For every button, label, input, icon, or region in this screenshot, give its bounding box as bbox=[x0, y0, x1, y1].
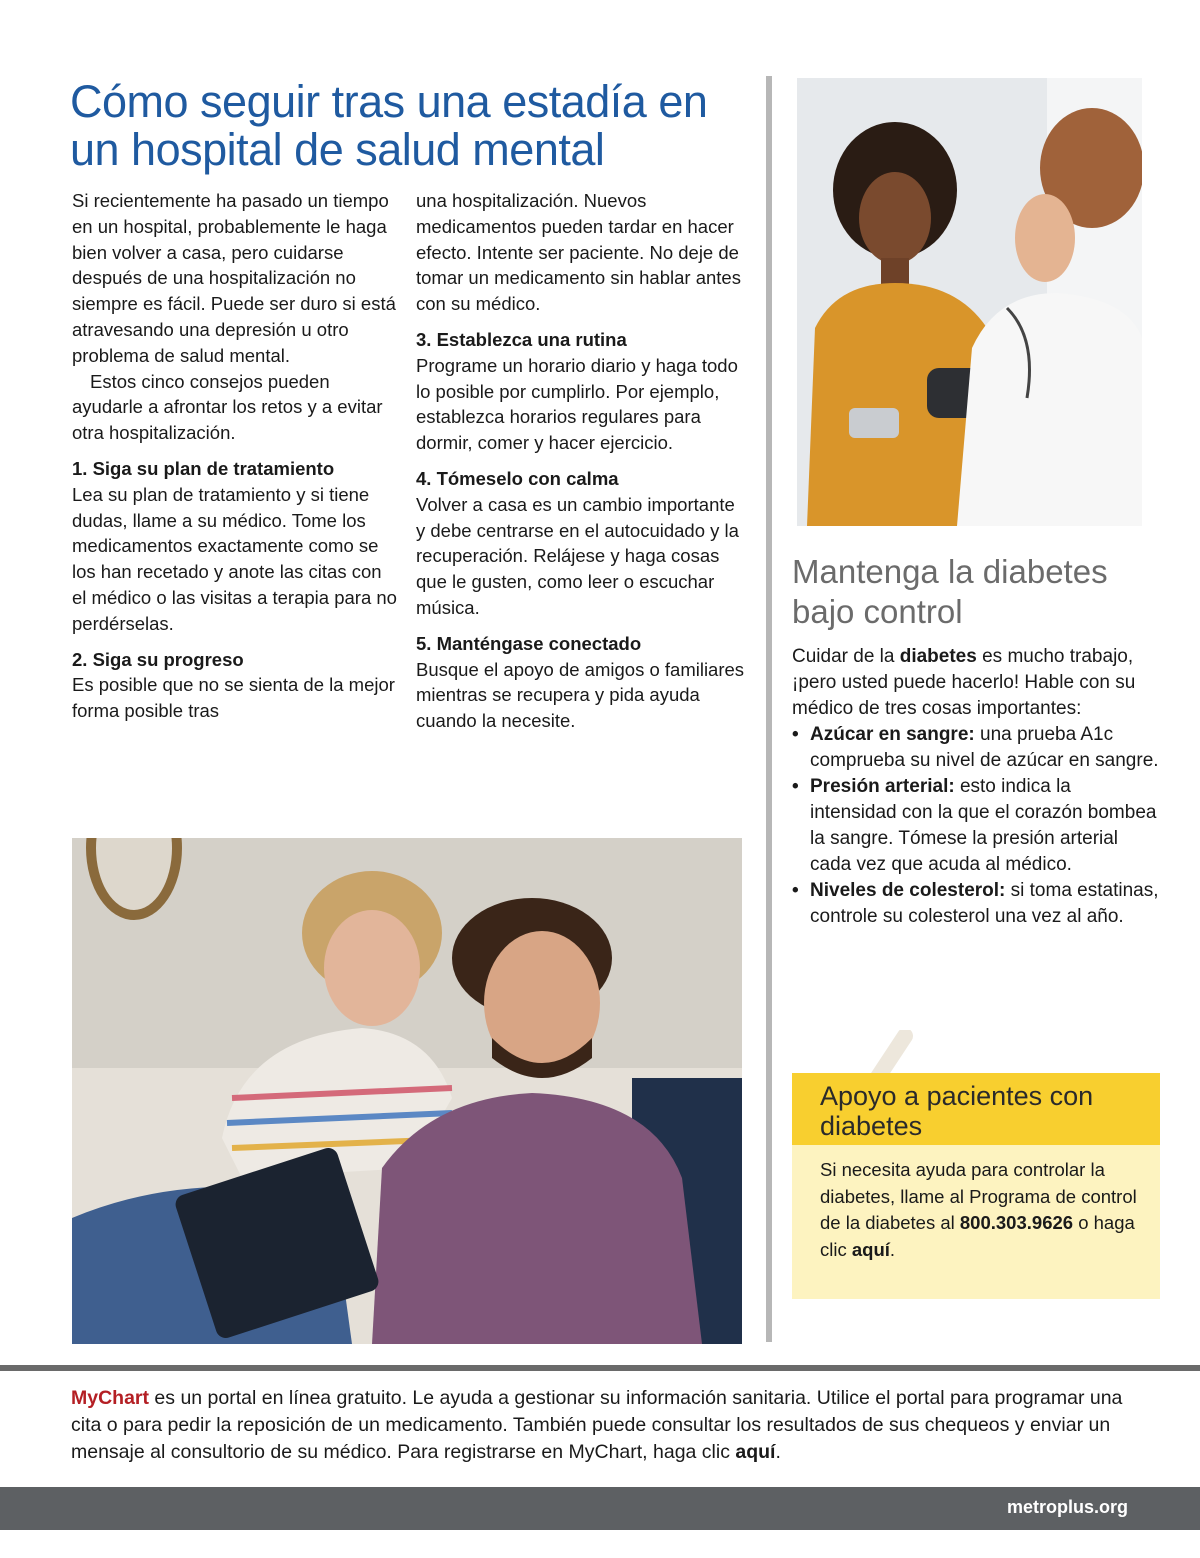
tip-body-2-cont: una hospitalización. Nuevos medicamentos pueden tardar en hacer efecto. Intente ser paciente. No deje de tomar un medicamento sin hablar antes con su médico. bbox=[416, 190, 741, 315]
footer-url-link[interactable]: metroplus.org bbox=[1006, 1497, 1128, 1517]
bullet-text: esto indica la intensidad con la que el corazón bombea la sangre. Tómese la presión arterial cada vez que acuda al médico. bbox=[810, 776, 1157, 875]
mychart-text-end: . bbox=[775, 1441, 781, 1463]
bullet-text: una prueba A1c comprueba su nivel de azúcar en sangre. bbox=[810, 724, 1159, 771]
mychart-here-link[interactable]: aquí bbox=[735, 1441, 776, 1463]
tip-heading-5: 5. Manténgase conectado bbox=[416, 632, 642, 654]
callout-title: Apoyo a pacientes con diabetes bbox=[792, 1073, 1160, 1145]
footer-bar bbox=[0, 1487, 1200, 1530]
doctor-patient-photo bbox=[797, 78, 1142, 526]
bullet-label: Niveles de colesterol: bbox=[810, 880, 1006, 901]
mychart-paragraph bbox=[71, 1385, 1141, 1466]
section-rule bbox=[0, 1365, 1200, 1371]
tip-body-3: Programe un horario diario y haga todo lo posible por cumplirlo. Por ejemplo, establezca horarios regulares para dormir, comer y hacer ejercicio. bbox=[416, 354, 738, 454]
diabetes-title: Mantenga la diabetes bajo control bbox=[792, 553, 1108, 630]
tip-heading-3: 3. Establezca una rutina bbox=[416, 328, 627, 350]
couple-tablet-photo bbox=[72, 838, 742, 1344]
diabetes-intro-post: es mucho trabajo, ¡pero usted puede hacerlo! Hable con su médico de tres cosas importantes: bbox=[792, 646, 1136, 719]
article-title: Cómo seguir tras una estadía en un hospital de salud mental bbox=[70, 76, 708, 175]
callout-text-end: . bbox=[889, 1238, 896, 1260]
callout-text: Si necesita ayuda para controlar la diabetes, llame al Programa de control de la diabetes al bbox=[820, 1159, 1137, 1233]
mychart-text: es un portal en línea gratuito. Le ayuda a gestionar su información sanitaria. Utilice el portal para programar una cita o para pedir la reposición de un medicamento. También puede consultar los resultados de sus chequeos y enviar un mensaje al consultorio de su médico. Para registrarse en MyChart, haga clic bbox=[71, 1387, 1123, 1463]
tip-heading-1: 1. Siga su plan de tratamiento bbox=[72, 457, 335, 479]
callout-here-link[interactable]: aquí bbox=[851, 1238, 890, 1260]
callout-body bbox=[792, 1145, 1160, 1263]
mychart-brand: MyChart bbox=[71, 1387, 150, 1409]
diabetes-support-callout bbox=[792, 1073, 1160, 1299]
article-intro-2: Estos cinco consejos pueden ayudarle a afrontar los retos y a evitar otra hospitalización. bbox=[72, 370, 383, 444]
tip-heading-4: 4. Tómeselo con calma bbox=[416, 467, 619, 489]
list-item bbox=[792, 722, 1162, 774]
tip-body-1: Lea su plan de tratamiento y si tiene dudas, llame a su médico. Tome los medicamentos exactamente como se los han recetado y anote las citas con el médico o las visitas a terapia para no perdérselas. bbox=[72, 483, 397, 634]
article-column-middle bbox=[416, 188, 746, 734]
list-item bbox=[792, 878, 1162, 930]
tip-heading-2: 2. Siga su progreso bbox=[72, 648, 244, 670]
bullet-label: Azúcar en sangre: bbox=[810, 724, 975, 745]
bullet-text: si toma estatinas, controle su colesterol una vez al año. bbox=[810, 880, 1159, 927]
article-column-left bbox=[72, 188, 397, 724]
diabetes-intro-bold: diabetes bbox=[899, 646, 977, 667]
callout-text-mid: o haga clic bbox=[820, 1212, 1135, 1260]
list-item bbox=[792, 774, 1162, 878]
article-intro: Si recientemente ha pasado un tiempo en un hospital, probablemente le haga bien volver a casa, pero cuidarse después de una hospitalización no siempre es fácil. Puede ser duro si está atravesando una depresión u otro problema de salud mental. bbox=[72, 190, 396, 366]
phone-number-link[interactable]: 800.303.9626 bbox=[959, 1212, 1074, 1233]
diabetes-intro bbox=[792, 644, 1162, 722]
column-divider bbox=[766, 76, 772, 1342]
tip-body-4: Volver a casa es un cambio importante y debe centrarse en el autocuidado y la recuperación. Relájese y haga cosas que le gusten, como leer o escuchar música. bbox=[416, 493, 739, 618]
diabetes-body bbox=[792, 644, 1162, 930]
diabetes-list bbox=[792, 722, 1162, 930]
bullet-label: Presión arterial: bbox=[810, 776, 955, 797]
tip-body-5: Busque el apoyo de amigos o familiares mientras se recupera y pida ayuda cuando la necesite. bbox=[416, 658, 745, 732]
diabetes-intro-pre: Cuidar de la bbox=[792, 646, 900, 667]
tip-body-2: Es posible que no se sienta de la mejor forma posible tras bbox=[72, 674, 395, 722]
